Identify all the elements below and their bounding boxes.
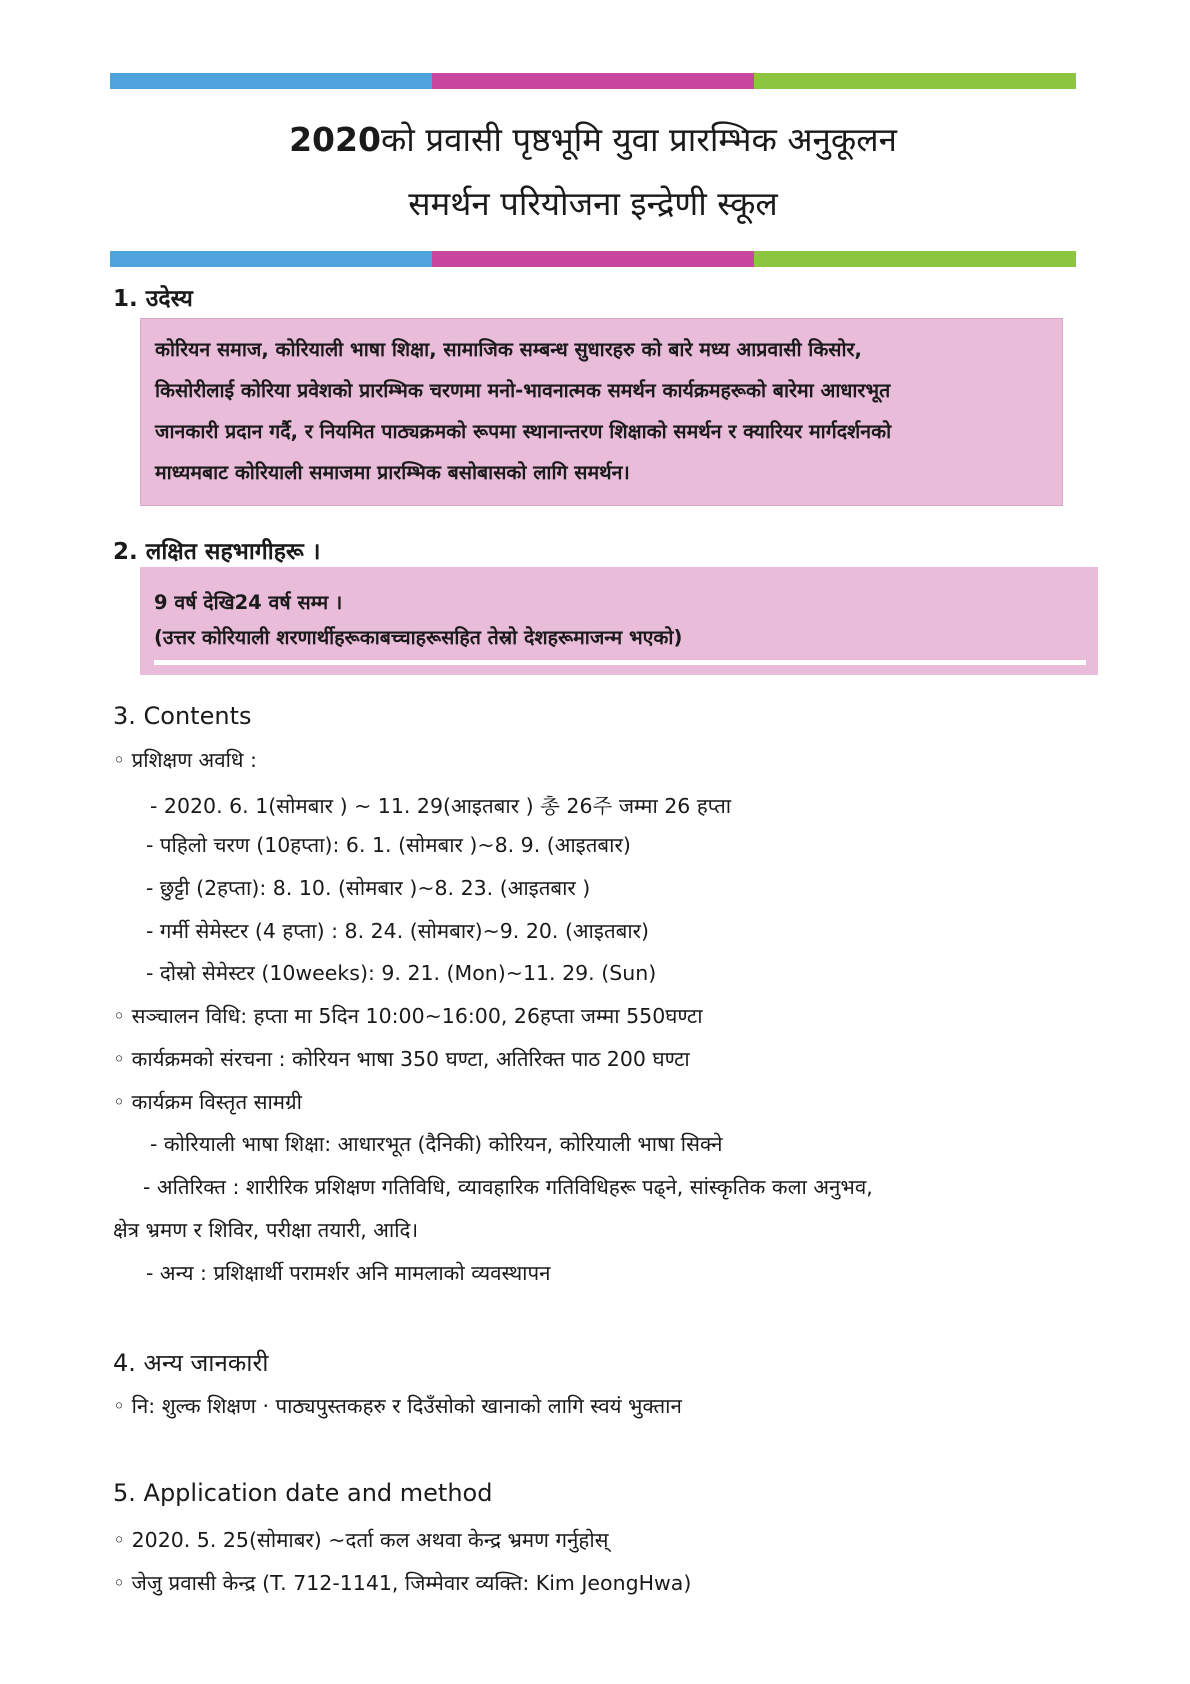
bar-blue-segment [110,251,432,267]
bar-magenta-segment [432,73,754,89]
section-5-heading: 5. Application date and method [113,1479,493,1507]
bar-green-segment [754,73,1076,89]
content-line: - 2020. 6. 1(सोमबार ) ~ 11. 29(आइतबार ) 총 26주 जम्मा 26 हप्ता [150,794,732,818]
bar-magenta-segment [432,251,754,267]
participants-age: 9 वर्ष देखि24 वर्ष सम्म । [154,591,343,614]
content-line: - दोस्रो सेमेस्टर (10weeks): 9. 21. (Mon)~11. 29. (Sun) [146,961,657,985]
top-color-bar [110,73,1076,89]
title-line-1: 2020को प्रवासी पृष्ठभूमि युवा प्रारम्भिक अनुकूलन [289,120,897,159]
content-line: ◦ कार्यक्रमको संरचना : कोरियन भाषा 350 घण्टा, अतिरिक्त पाठ 200 घण्टा [113,1047,690,1071]
objective-line: कोरियन समाज, कोरियाली भाषा शिक्षा, सामाजिक सम्बन्ध सुधारहरु को बारे मध्य आप्रवासी किसोर, [155,338,862,361]
objective-line: माध्यमबाट कोरियाली समाजमा प्रारम्भिक बसोबासको लागि समर्थन। [155,461,630,484]
content-line: ◦ सञ्चालन विधि: हप्ता मा 5दिन 10:00~16:00, 26हप्ता जम्मा 550घण्टा [113,1004,703,1028]
content-line: ◦ प्रशिक्षण अवधि : [113,748,257,772]
application-line: ◦ जेजु प्रवासी केन्द्र (T. 712-1141, जिम्मेवार व्यक्ति: Kim JeongHwa) [113,1571,692,1595]
objective-line: जानकारी प्रदान गर्दै, र नियमित पाठ्यक्रमको रूपमा स्थानान्तरण शिक्षाको समर्थन र क्यारियर मार्गदर्शनको [155,420,892,443]
content-line: - गर्मी सेमेस्टर (4 हप्ता) : 8. 24. (सोमबार)~9. 20. (आइतबार) [146,919,650,943]
participants-box [140,567,1098,675]
bar-blue-segment [110,73,432,89]
section-2-heading: 2. लक्षित सहभागीहरू । [113,539,321,565]
content-line: - कोरियाली भाषा शिक्षा: आधारभूत (दैनिकी) कोरियन, कोरियाली भाषा सिक्ने [150,1132,723,1156]
title-line-2: समर्थन परियोजना इन्द्रेणी स्कूल [408,184,778,223]
content-line: क्षेत्र भ्रमण र शिविर, परीक्षा तयारी, आदि। [113,1218,419,1242]
section-1-heading: 1. उदेस्य [113,286,193,312]
content-line: - छुट्टी (2हप्ता): 8. 10. (सोमबार )~8. 23. (आइतबार ) [146,876,591,900]
content-line: - अन्य : प्रशिक्षार्थी परामर्शर अनि मामलाको व्यवस्थापन [146,1261,551,1285]
content-line: ◦ कार्यक्रम विस्तृत सामग्री [113,1090,302,1114]
objective-box [140,318,1063,506]
content-line: - अतिरिक्त : शारीरिक प्रशिक्षण गतिविधि, व्यावहारिक गतिविधिहरू पढ्ने, सांस्कृतिक कला अनुभव, [143,1175,873,1199]
info-line: ◦ नि: शुल्क शिक्षण · पाठ्यपुस्तकहरु र दिउँसोको खानाको लागि स्वयं भुक्तान [113,1394,682,1418]
participants-note: (उत्तर कोरियाली शरणार्थीहरूकाबच्चाहरूसहित तेस्रो देशहरूमाजन्म भएको) [154,626,683,649]
title-bottom-color-bar [110,251,1076,267]
objective-line: किसोरीलाई कोरिया प्रवेशको प्रारम्भिक चरणमा मनो-भावनात्मक समर्थन कार्यक्रमहरूको बारेमा आधारभूत [155,379,891,402]
section-4-heading: 4. अन्य जानकारी [113,1349,269,1377]
content-line: - पहिलो चरण (10हप्ता): 6. 1. (सोमबार )~8. 9. (आइतबार) [146,833,631,857]
application-line: ◦ 2020. 5. 25(सोमाबर) ~दर्ता कल अथवा केन्द्र भ्रमण गर्नुहोस् [113,1528,609,1552]
bar-green-segment [754,251,1076,267]
section-3-heading: 3. Contents [113,702,252,730]
box-underline [154,660,1086,665]
